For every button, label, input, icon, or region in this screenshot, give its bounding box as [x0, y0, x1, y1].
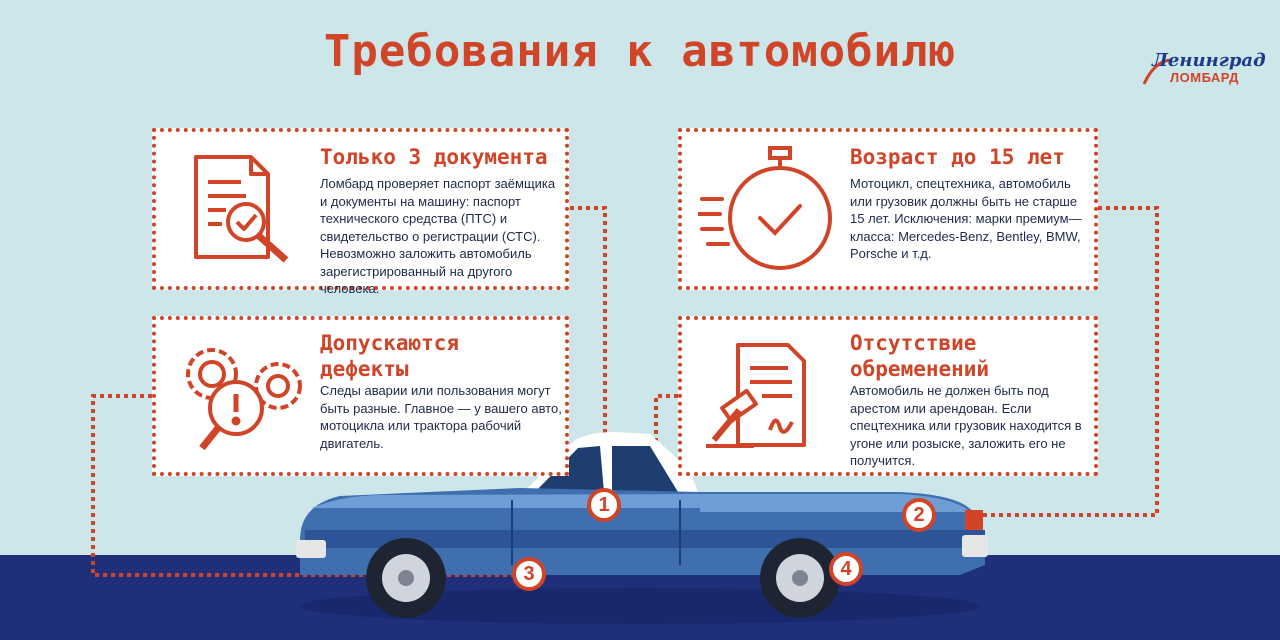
marker-1: 1	[587, 488, 621, 522]
card-text: Следы аварии или пользования могут быть разные. Главное — у вашего авто, мотоцикла или трактора рабочий двигатель.	[320, 383, 562, 451]
card-title: Допускаются дефекты	[320, 331, 460, 381]
stopwatch-check-icon	[698, 144, 838, 274]
contract-gavel-icon	[704, 340, 819, 460]
card-encumbrance	[678, 316, 1098, 476]
card-title: Отсутствие обременений	[850, 331, 990, 381]
marker-3: 3	[512, 557, 546, 591]
card-age	[678, 128, 1098, 290]
logo-line-2: ЛОМБАРД	[1170, 70, 1239, 85]
company-logo	[1142, 50, 1266, 90]
card-defects	[152, 316, 569, 476]
card-text: Автомобиль не должен быть под арестом или арендован. Если спецтехника или грузовик находится в угоне или розыске, заложить его не получится.	[850, 383, 1082, 468]
document-search-icon	[186, 152, 301, 267]
card-title: Возраст до 15 лет	[850, 145, 1065, 169]
marker-2: 2	[902, 498, 936, 532]
gears-warning-icon	[180, 344, 305, 454]
page-title: Требования к автомобилю	[323, 26, 957, 77]
card-text: Мотоцикл, спецтехника, автомобиль или грузовик должны быть не старше 15 лет. Исключения: марки премиум— класса: Mercedes-Benz, Bentley, BMW, Porsche и т.д.	[850, 176, 1082, 261]
card-title: Только 3 документа	[320, 145, 548, 169]
card-text: Ломбард проверяет паспорт заёмщика и документы на машину: паспорт технического средства (ПТС) и свидетельство о регистрации (СТС). Невозможно заложить автомобиль зарегистрированный на другого человека.	[320, 176, 556, 296]
card-documents	[152, 128, 569, 296]
logo-line-1: Ленинград	[1152, 50, 1266, 71]
marker-4: 4	[829, 552, 863, 586]
